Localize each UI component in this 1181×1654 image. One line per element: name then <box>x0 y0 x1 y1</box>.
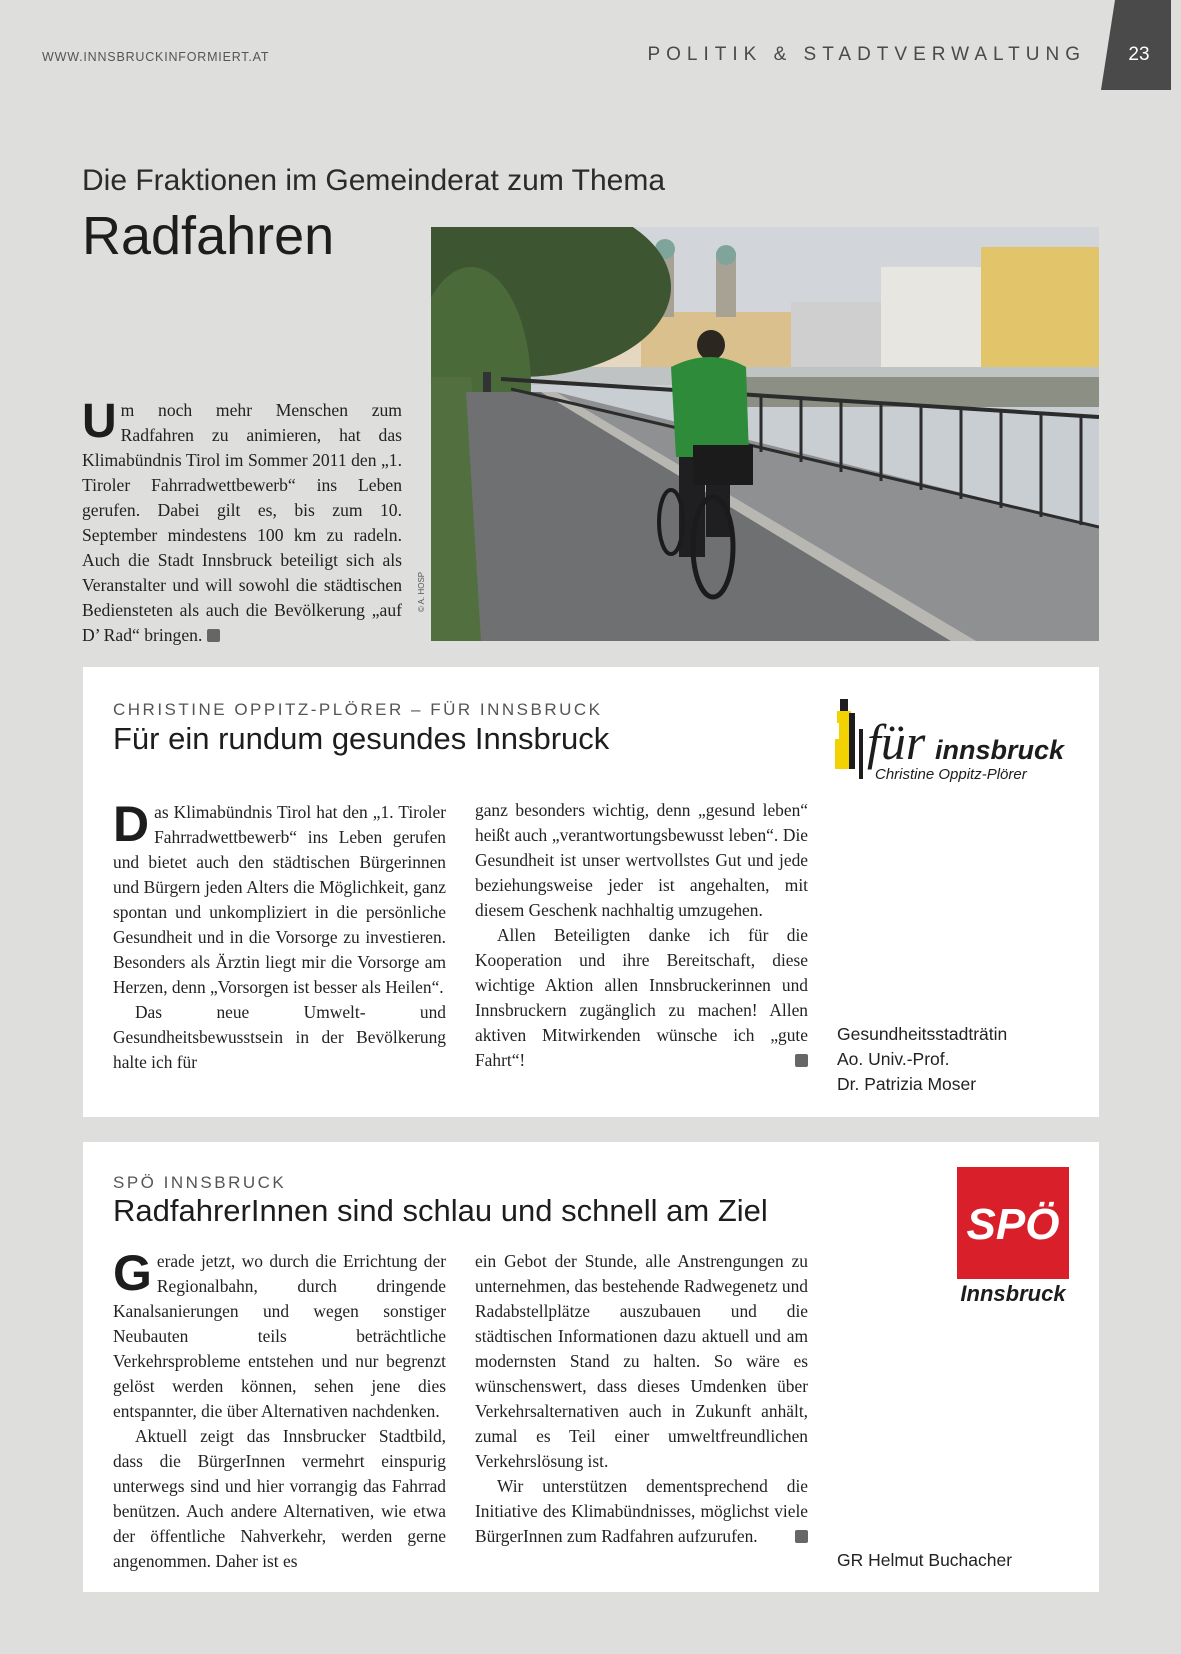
paragraph: Aktuell zeigt das Innsbrucker Stadtbild, dass die BürgerInnen vermehrt einspurig unterwegs sind und hier vorrangig das Fahrrad benützen. Auch andere Alternativen, wie etwa der öffentliche Nahverkehr, werden gerne angenommen. Daher ist es <box>113 1426 446 1571</box>
paragraph: erade jetzt, wo durch die Errichtung der Regionalbahn, durch dringende Kanalsanierungen und wegen sonstiger Neubauten teils beträchtliche Verkehrsprobleme entstehen und nur begrenzt gelöst werden können, sehen jene dies entspannter, die über Alternativen nachdenken. <box>113 1251 446 1421</box>
end-mark-icon <box>795 1054 808 1067</box>
signature-line: Ao. Univ.-Prof. <box>837 1049 950 1069</box>
paragraph: Das neue Umwelt- und Gesundheitsbewusstsein in der Bevölkerung halte ich für <box>113 1002 446 1072</box>
cyclist-photo <box>431 227 1099 641</box>
section-label: POLITIK & STADTVERWALTUNG <box>647 44 1086 65</box>
statement-column-1 <box>113 1245 446 1574</box>
logo-word-innsbruck: innsbruck <box>935 735 1065 765</box>
statement-dropcap: G <box>113 1245 152 1301</box>
page-number: 23 <box>1128 44 1150 65</box>
statement-card-fuer-innsbruck <box>83 667 1099 1117</box>
logo-word-innsbruck: Innsbruck <box>960 1281 1066 1306</box>
site-url[interactable]: WWW.INNSBRUCKINFORMIERT.AT <box>42 50 270 64</box>
signature-line: Dr. Patrizia Moser <box>837 1074 977 1094</box>
statement-column-2 <box>475 798 808 1073</box>
statement-kicker: SPÖ INNSBRUCK <box>113 1173 287 1192</box>
paragraph: Wir unterstützen dementsprechend die Initiative des Klimabündnisses, möglichst viele BürgerInnen zum Radfahren aufzurufen. <box>475 1476 808 1546</box>
end-mark-icon <box>795 1530 808 1543</box>
logo-tagline: Christine Oppitz-Plörer <box>875 766 1027 783</box>
paragraph: Allen Beteiligten danke ich für die Kooperation und ihre Bereitschaft, diese wichtige Aktion allen Innsbruckerinnen und Innsbruckern zugänglich zu machen! Allen aktiven Mitwirkenden wünsche ich „gute Fahrt“! <box>475 925 808 1070</box>
statement-dropcap: D <box>113 796 150 852</box>
intro-body: m noch mehr Menschen zum Radfahren zu animieren, hat das Klimabündnis Tirol im Sommer 2011 den „1. Tiroler Fahrradwettbewerb“ ins Leben gerufen. Dabei gilt es, bis zum 10. September mindestens 100 km zu radeln. Auch die Stadt Innsbruck beteiligt sich als Veranstalter und will sowohl die städtischen Bediensteten als auch die Bevölkerung „auf D’ Rad“ bringen. <box>82 400 402 645</box>
statement-signature <box>837 1548 1012 1573</box>
statement-title: RadfahrerInnen sind schlau und schnell am Ziel <box>113 1193 768 1228</box>
statement-kicker: CHRISTINE OPPITZ-PLÖRER – FÜR INNSBRUCK <box>113 700 603 719</box>
logo-word-fuer: für <box>867 714 926 770</box>
article-title: Radfahren <box>82 206 335 266</box>
statement-title: Für ein rundum gesundes Innsbruck <box>113 721 610 756</box>
statement-column-2 <box>475 1249 808 1549</box>
intro-dropcap: U <box>82 395 117 448</box>
photo-credit: © A. HOSP <box>417 571 426 612</box>
intro-text <box>82 395 402 648</box>
statement-column-1 <box>113 796 446 1075</box>
end-mark-icon <box>207 629 220 642</box>
paragraph: ganz besonders wichtig, denn „gesund leben“ heißt auch „verantwortungsbewusst leben“. Die Gesundheit ist unser wertvollstes Gut und jede beziehungsweise jeder ist angehalten, mit diesem Geschenk nachhaltig umzugehen. <box>475 800 808 920</box>
logo-word-spoe: SPÖ <box>966 1200 1060 1249</box>
paragraph: ein Gebot der Stunde, alle Anstrengungen zu unternehmen, das bestehende Radwegenetz und Radabstellplätze auszubauen und die städtischen Informationen dazu aktuell und am modernsten Stand zu halten. So wäre es wünschenswert, dass dieses Umdenken über Verkehrsalternativen auch in Zukunft anhält, zumal es Teil einer umweltfreundlichen Verkehrslösung ist. <box>475 1251 808 1471</box>
signature-line: Gesundheitsstadträtin <box>837 1024 1008 1044</box>
article-subtitle: Die Fraktionen im Gemeinderat zum Thema <box>82 164 666 197</box>
paragraph: as Klimabündnis Tirol hat den „1. Tiroler Fahrradwettbewerb“ ins Leben gerufen und bietet auch den städtischen Bürgerinnen und Bürgern jeden Alters die Möglichkeit, ganz spontan und unkompliziert in die persönliche Gesundheit und in die Vorsorge zu investieren. Besonders als Ärztin liegt mir die Vorsorge am Herzen, denn „Vorsorgen ist besser als Heilen“. <box>113 802 446 997</box>
fuer-innsbruck-logo <box>835 689 1075 789</box>
spoe-innsbruck-logo <box>957 1167 1072 1307</box>
statement-card-spoe <box>83 1142 1099 1592</box>
statement-signature <box>837 1022 1007 1097</box>
signature-line: GR Helmut Buchacher <box>837 1550 1013 1570</box>
